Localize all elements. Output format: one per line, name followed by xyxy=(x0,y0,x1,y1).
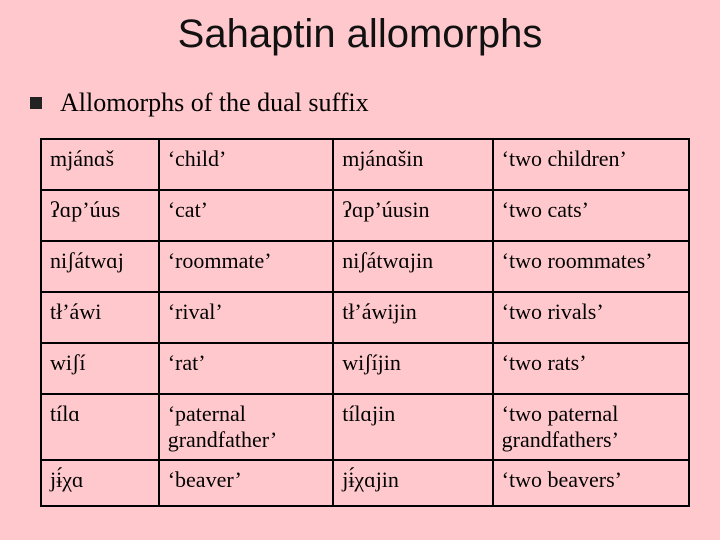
form-cell: ʔɑp’úus xyxy=(41,190,159,241)
dual-gloss-cell: ‘two children’ xyxy=(493,139,689,190)
gloss-cell: ‘rival’ xyxy=(159,292,333,343)
dual-gloss-cell: ‘two beavers’ xyxy=(493,460,689,506)
dual-form-cell: ʔɑp’úusin xyxy=(333,190,492,241)
dual-form-cell: tł’áwijin xyxy=(333,292,492,343)
form-cell: niʃátwɑj xyxy=(41,241,159,292)
gloss-cell: ‘child’ xyxy=(159,139,333,190)
gloss-cell: ‘paternal grandfather’ xyxy=(159,394,333,460)
table-row xyxy=(41,343,689,394)
dual-form-cell: niʃátwɑjin xyxy=(333,241,492,292)
dual-gloss-cell: ‘two rats’ xyxy=(493,343,689,394)
table-row xyxy=(41,241,689,292)
form-cell: jɨ́χɑ xyxy=(41,460,159,506)
allomorph-table xyxy=(40,138,690,507)
bullet-item xyxy=(30,88,369,118)
table-row xyxy=(41,139,689,190)
dual-gloss-cell: ‘two paternal grandfathers’ xyxy=(493,394,689,460)
gloss-cell: ‘rat’ xyxy=(159,343,333,394)
table-row xyxy=(41,190,689,241)
form-cell: mjánɑš xyxy=(41,139,159,190)
gloss-cell: ‘roommate’ xyxy=(159,241,333,292)
page-title: Sahaptin allomorphs xyxy=(177,12,543,56)
dual-form-cell: mjánɑšin xyxy=(333,139,492,190)
gloss-cell: ‘cat’ xyxy=(159,190,333,241)
dual-form-cell: tílɑjin xyxy=(333,394,492,460)
table-row xyxy=(41,460,689,506)
table-row xyxy=(41,394,689,460)
form-cell: wiʃí xyxy=(41,343,159,394)
form-cell: tł’áwi xyxy=(41,292,159,343)
dual-gloss-cell: ‘two roommates’ xyxy=(493,241,689,292)
dual-form-cell: wiʃíjin xyxy=(333,343,492,394)
dual-gloss-cell: ‘two rivals’ xyxy=(493,292,689,343)
gloss-cell: ‘beaver’ xyxy=(159,460,333,506)
dual-form-cell: jɨ́χɑjin xyxy=(333,460,492,506)
dual-gloss-cell: ‘two cats’ xyxy=(493,190,689,241)
bullet-text: Allomorphs of the dual suffix xyxy=(60,88,369,117)
table-row xyxy=(41,292,689,343)
form-cell: tílɑ xyxy=(41,394,159,460)
square-bullet-icon xyxy=(30,97,42,109)
